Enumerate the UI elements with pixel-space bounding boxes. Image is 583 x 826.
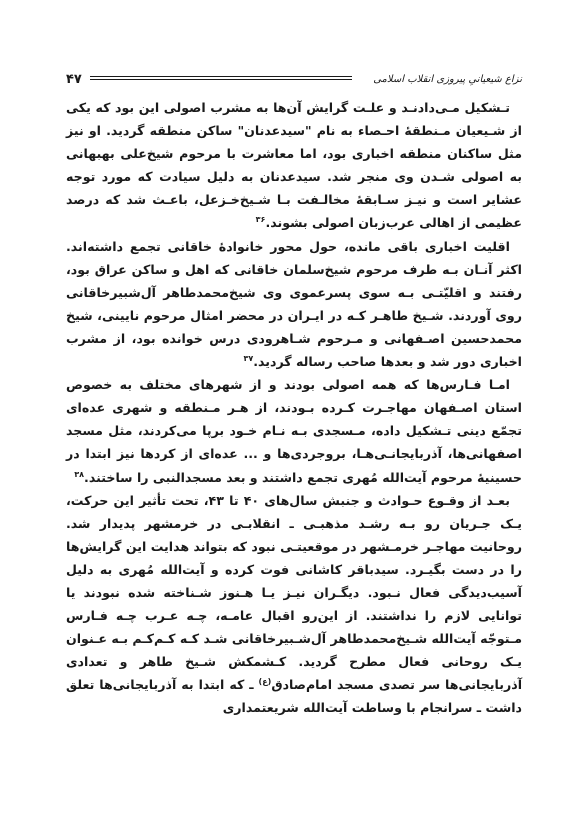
page-number: ۴۷ xyxy=(66,72,82,87)
paragraph-2: اقلیت اخباری باقی مانده، حول محور خانوادهٔ خاقانی تجمع داشته‌اند. اکثر آنـان بـه طرف مرحوم شیخ‌سلمان خاقانی که اهل و ساکن عراق بود، رفتند و اقلیّتـی بـه سوی پسرعموی وی شیخ‌محمدطاهر آل‌شبیرخاقانی روی آوردند. شـیخ طاهـر کـه در ایـران در محضر امثال مرحوم نایینی، شیخ محمدحسین اصـفهانی و مـرحوم شـاهرودی درس خوانده بود، از مشرب اخباری دور شد و بعدها صاحب رساله گردید.$^{۳۷}$ xyxy=(66,238,522,370)
page-header xyxy=(66,70,522,90)
paragraph-1: تـشکیل مـی‌دادنـد و علـت گرایش آن‌ها به مشرب اصولی این بود که یکی از شـیعیان مـنطقهٔ احـصاء به نام "سیدعدنان" ساکن منطقه گردید. او نیز مثل ساکنان منطقه اخباری بود، اما معاشرت با مرحوم شیخ‌علی بهبهانی به اصولی شـدن وی منجر شد. سیدعدنان به دلیل سیادت که مورد توجه عشایر است و نیـز سـابقهٔ مخالـفت بـا شـیخ‌خـزعل، باعـث شد که درصد عظیمی از اهالی عرب‌زبان اصولی بشوند.$^{۳۶}$ xyxy=(66,100,522,231)
footnote-ref: ۳۸ xyxy=(74,469,85,479)
header-rule xyxy=(90,76,352,80)
paragraph-3: امـا فـارس‌ها که همه اصولی بودند و از شهرهای مختلف به خصوص استان اصـفهان مهاجـرت کـرده بـودند، از هـر مـنطقه و شهری عده‌ای تجمّع دینی تـشکیل داده، مـسجدی بـه نـام خـود برپا می‌کردند، مثل مسجد اصفهانی‌ها، آذربایجانـی‌هـا، بروجردی‌ها و ... عده‌ای از کردها نیز ابتدا در حسینیهٔ مرحوم آیت‌الله مُهری تجمع داشتند و بعد مسجدالنبی را ساختند.$^{۳۸}$ xyxy=(66,377,522,485)
running-head: نزاع شیعیانیِ پیروزی انقلاب اسلامی xyxy=(373,74,522,85)
paragraph-4: بعـد از وقـوع حـوادث و جنبش سال‌های ۴۰ تا ۴۳، تحت تأثیر این حرکت، یـک جـریان رو بـه رشـد مذهبـی ـ انقلابـی در خرمشهر پدیدار شد. روحانیت مهاجـر خرمـشهر در موقعیتـی نبود که بتواند هدایت این گرایش‌ها را در دست بگیـرد. سیدباقر کاشانی فوت کرده و آیت‌الله مُهری به دلیل آسیب‌دیدگی فعال نـبود. دیگـران نیـز یـا هـنوز شـناخته شده نبودند یا توانایی لازم را نداشتند. از این‌رو اقبال عامـه، چـه عـرب چـه فـارس مـتوجّه آیت‌الله شـیخ‌محمدطاهر آل‌شـبیرخاقانی شـد کـه کـم‌کـم بـه عـنوان یـک روحانی فعال مطرح گردید. کـشمکش شـیخ طاهر و تعدادی آذربایجانی‌ها سر تصدی مسجد امام‌صادق$^{(ع)}$ ـ که ابتدا به آذربایجانی‌ها تعلق داشت ـ سرانجام با وساطت آیت‌الله شریعتمداری xyxy=(65,492,523,716)
body-text xyxy=(66,96,522,720)
footnote-ref: ۳۶ xyxy=(255,215,266,225)
footnote-ref: (ع) xyxy=(258,677,272,687)
footnote-ref: ۳۷ xyxy=(243,353,254,363)
